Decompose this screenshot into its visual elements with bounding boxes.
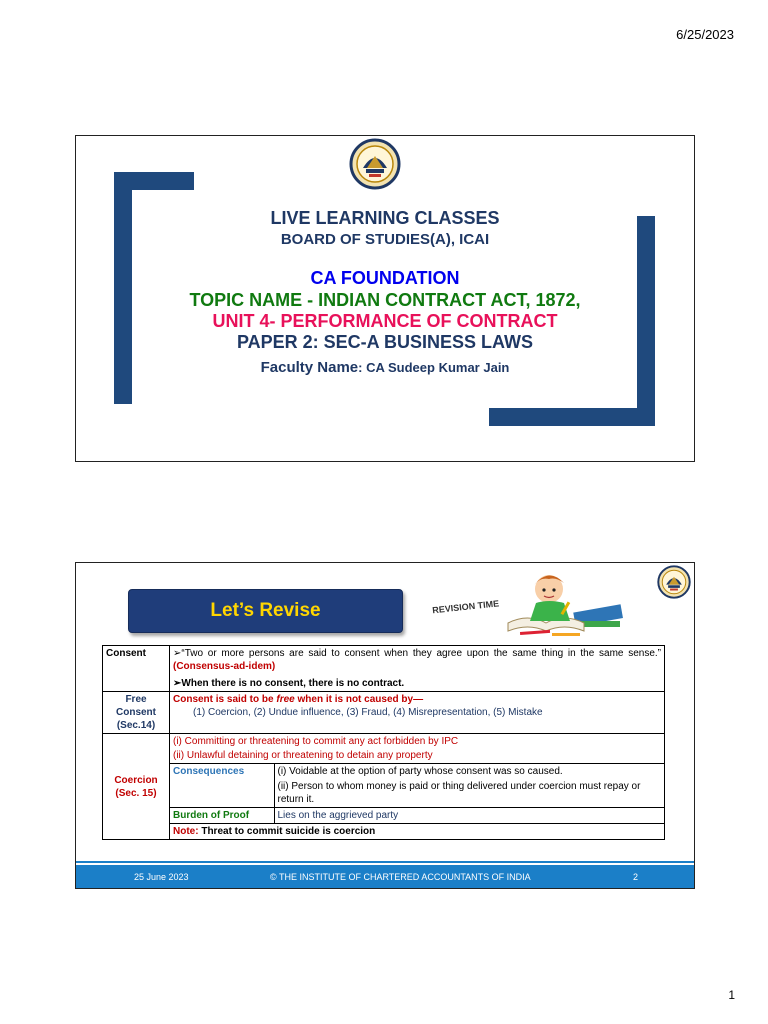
- footer-slide-number: 2: [633, 872, 639, 882]
- revision-slide: [75, 562, 695, 889]
- coercion-def-2: (ii) Unlawful detaining or threatening to detain any property: [173, 750, 433, 761]
- free-def-part: Consent is said to be: [173, 694, 277, 705]
- table-row: [170, 824, 664, 840]
- lets-revise-heading: Let’s Revise: [128, 589, 403, 633]
- consent-latin: (Consensus-ad-idem): [173, 661, 276, 672]
- page-number: 1: [728, 988, 735, 1002]
- coercion-label-line: Coercion: [114, 774, 158, 786]
- free-consent-causes: (1) Coercion, (2) Undue influence, (3) Fraud, (4) Misrepresentation, (5) Mistake: [193, 707, 543, 718]
- decor-bracket-left-top: [114, 172, 194, 190]
- coercion-label-line: (Sec. 15): [115, 787, 157, 799]
- consent-rule: When there is no consent, there is no contract.: [181, 678, 405, 689]
- faculty-label: Faculty Name: [260, 359, 359, 376]
- icai-logo-icon: [657, 565, 691, 599]
- title-line-unit: UNIT 4- PERFORMANCE OF CONTRACT: [212, 311, 558, 331]
- decor-bracket-right-bottom: [489, 408, 655, 426]
- title-line-topic: TOPIC NAME - INDIAN CONTRACT ACT, 1872,: [189, 290, 581, 310]
- footer-date: 25 June 2023: [134, 872, 189, 882]
- coercion-label: [103, 734, 170, 840]
- consequence-2: (ii) Person to whom money is paid or thing delivered under coercion must repay or return it.: [277, 781, 641, 805]
- print-date: 6/25/2023: [676, 27, 734, 42]
- footer-divider: [76, 861, 694, 863]
- revision-time-text: REVISION TIME: [431, 598, 500, 616]
- consent-quote: “Two or more persons are said to consent when they agree upon the same thing in the same sense.”: [181, 648, 661, 659]
- free-def-italic: free: [276, 694, 295, 705]
- title-line-paper: PAPER 2: SEC-A BUSINESS LAWS: [236, 332, 534, 352]
- consent-label: Consent: [103, 646, 170, 692]
- consequence-1: (i) Voidable at the option of party whose consent was so caused.: [277, 766, 563, 777]
- free-consent-label: [103, 692, 170, 734]
- coercion-note: [170, 824, 664, 840]
- faculty-line: [76, 359, 694, 376]
- coercion-details: [170, 734, 665, 840]
- title-slide: [75, 135, 695, 462]
- icai-logo-icon: [349, 138, 401, 190]
- arrow-bullet-icon: ➢: [173, 678, 182, 689]
- note-label: Note:: [173, 826, 199, 837]
- free-consent-definition: [170, 692, 665, 734]
- burden-label: Burden of Proof: [170, 808, 274, 824]
- free-consent-def-line: [173, 693, 661, 706]
- note-value: Threat to commit suicide is coercion: [198, 826, 376, 837]
- coercion-def-1: (i) Committing or threatening to commit any act forbidden by IPC: [173, 736, 459, 747]
- slide-footer: [76, 865, 694, 888]
- table-row: [103, 646, 665, 692]
- footer-org: © THE INSTITUTE OF CHARTERED ACCOUNTANTS OF INDIA: [270, 872, 531, 882]
- title-line-ca-foundation: CA FOUNDATION: [310, 268, 460, 288]
- title-line-live-learning: LIVE LEARNING CLASSES: [270, 208, 500, 228]
- consent-rule-line: [173, 677, 661, 690]
- table-row: [103, 692, 665, 734]
- burden-value: Lies on the aggrieved party: [274, 808, 664, 824]
- free-def-part: when it is not caused by—: [294, 694, 424, 705]
- free-label-line: Consent: [116, 707, 156, 718]
- revision-table: [102, 645, 665, 840]
- free-label-line: Free: [125, 694, 147, 705]
- coercion-subtable: [170, 763, 664, 839]
- table-row: [170, 808, 664, 824]
- faculty-name: : CA Sudeep Kumar Jain: [358, 360, 510, 375]
- free-label-line: (Sec.14): [116, 720, 156, 731]
- table-row: [103, 734, 665, 840]
- revision-time-illustration-icon: [424, 565, 634, 641]
- arrow-bullet-icon: ➢: [173, 648, 182, 659]
- consequences-value: [274, 764, 664, 808]
- consent-definition: [170, 646, 665, 692]
- table-row: [170, 764, 664, 808]
- consequences-label: Consequences: [170, 764, 274, 808]
- title-line-board: BOARD OF STUDIES(A), ICAI: [280, 231, 490, 248]
